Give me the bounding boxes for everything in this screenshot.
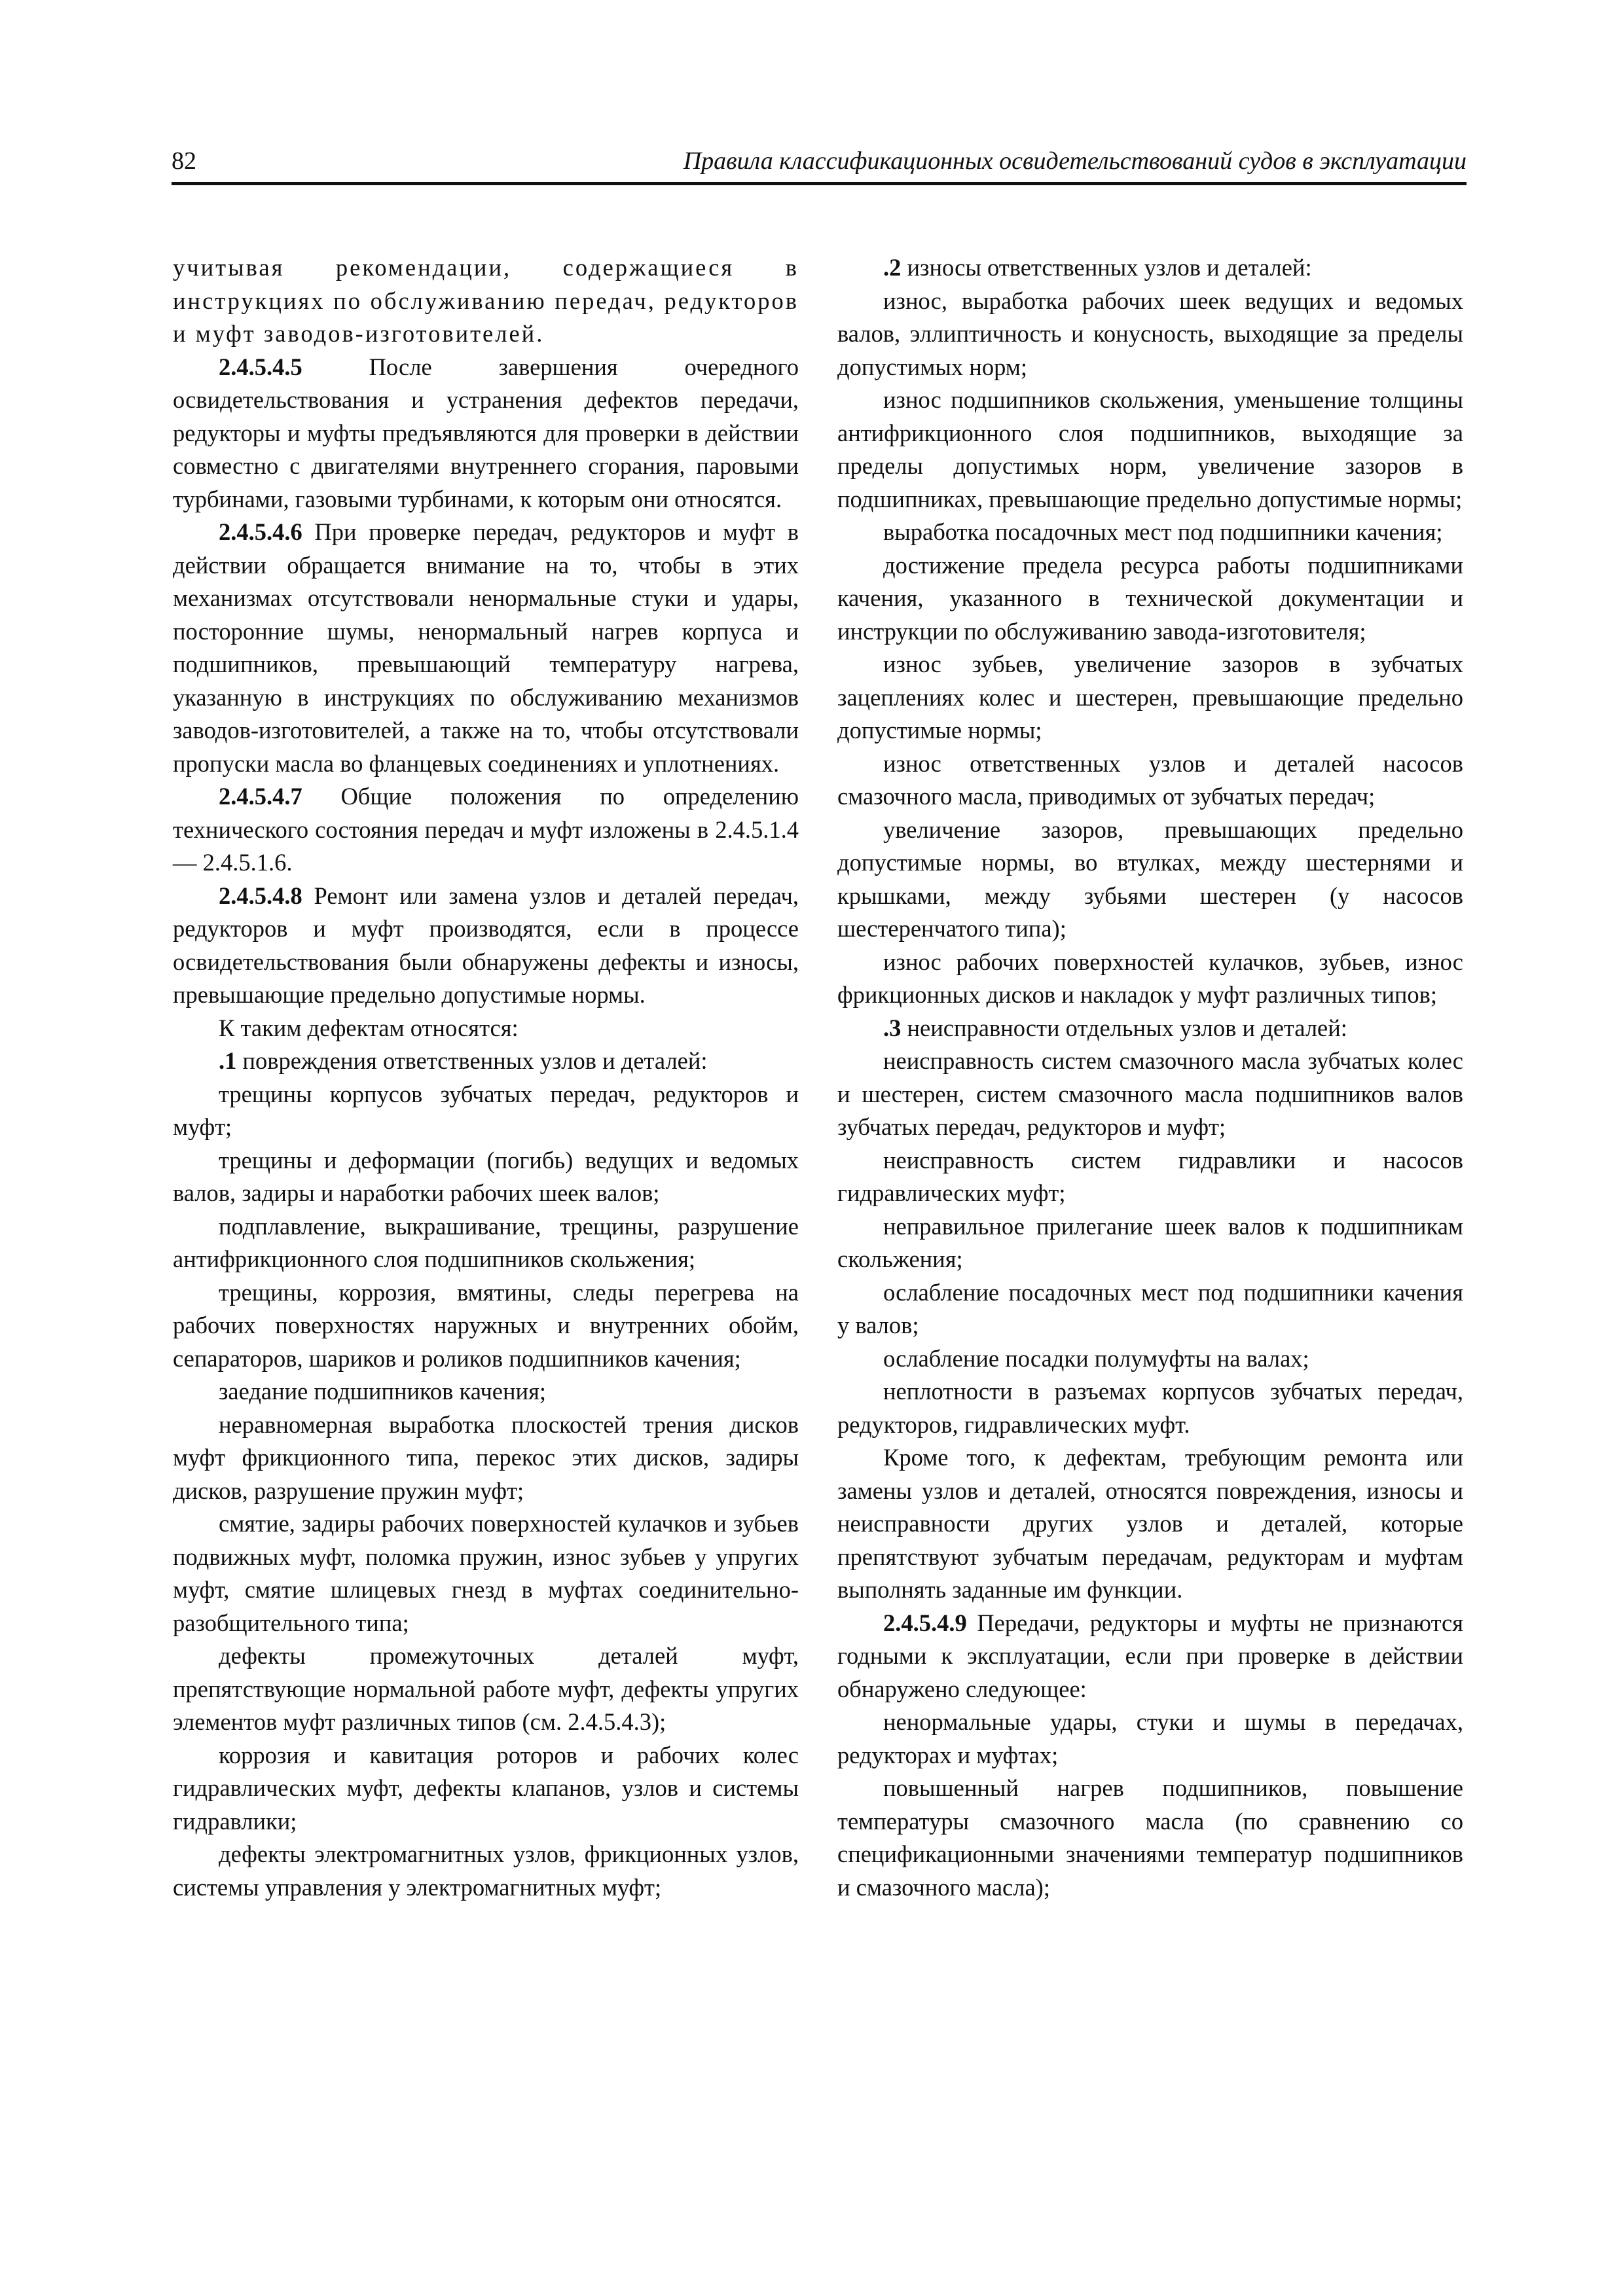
list-heading-3 [837,1012,1463,1045]
clause-text: Общие положения по определению технического состояния передач и муфт изложены в 2.4.5.1.4 — 2.4.5.1.6. [173,783,799,876]
running-title: Правила классификационных освидетельствований судов в эксплуатации [683,147,1467,175]
list-item: коррозия и кавитация роторов и рабочих колес гидравлических муфт, дефекты клапанов, узлов и системы гидравлики; [173,1741,799,1835]
clause-number: 2.4.5.4.5 [219,353,302,380]
clause-2-4-5-4-5 [173,351,799,516]
clause-2-4-5-4-6 [173,516,799,780]
clause-text: Ремонт или замена узлов и деталей передач, редукторов и муфт производятся, если в процессе освидетельствования были обнаружены дефекты и износы, превышающие предельно допустимые нормы. [173,882,799,1008]
list-item: износ ответственных узлов и деталей насосов смазочного масла, приводимых от зубчатых передач; [837,749,1463,810]
clause-number: 2.4.5.4.7 [219,783,302,810]
left-column [173,251,799,1904]
clause-number: 2.4.5.4.8 [219,882,302,909]
paragraph: учитывая рекомендации, содержащиеся в инструкциях по обслуживанию передач, редукторов и муфт заводов-изготовителей. [173,254,799,347]
list-item: дефекты промежуточных деталей муфт, препятствующие нормальной работе муфт, дефекты упругих элементов муфт различных типов (см. 2.4.5.4.3); [173,1642,799,1735]
list-item: подплавление, выкрашивание, трещины, разрушение антифрикционного слоя подшипников скольжения; [173,1212,799,1272]
list-item: неправильное прилегание шеек валов к подшипникам скольжения; [837,1212,1463,1272]
list-item: трещины, коррозия, вмятины, следы перегрева на рабочих поверхностях наружных и внутренних обойм, сепараторов, шариков и роликов подшипников качения; [173,1278,799,1372]
list-item: трещины корпусов зубчатых передач, редукторов и муфт; [173,1080,799,1140]
list-item: ослабление посадочных мест под подшипники качения у валов; [837,1278,1463,1338]
list-heading-1 [173,1045,799,1078]
right-column [837,251,1463,1904]
list-heading-text: износы ответственных узлов и деталей: [901,254,1312,281]
page-number: 82 [172,147,196,175]
list-item: заедание подшипников качения; [219,1378,547,1405]
list-heading-2 [837,251,1463,285]
list-item: износ, выработка рабочих шеек ведущих и ведомых валов, эллиптичность и конусность, выходящие за пределы допустимых норм; [837,287,1463,380]
paragraph: К таким дефектам относятся: [219,1014,519,1041]
list-item: неравномерная выработка плоскостей трения дисков муфт фрикционного типа, перекос этих дисков, задиры дисков, разрушение пружин муфт; [173,1410,799,1504]
list-item: износ подшипников скольжения, уменьшение толщины антифрикционного слоя подшипников, выходящие за пределы допустимых норм, увеличение зазоров в подшипниках, превышающие предельно допустимые нормы; [837,386,1463,512]
clause-2-4-5-4-8 [173,880,799,1012]
list-item: смятие, задиры рабочих поверхностей кулачков и зубьев подвижных муфт, поломка пружин, износ зубьев у упругих муфт, смятие шлицевых гнезд в муфтах соединительно-разобщительного типа; [173,1510,799,1636]
list-item: увеличение зазоров, превышающих предельно допустимые нормы, во втулках, между шестернями и крышками, между зубьями шестерен (у насосов шестеренчатого типа); [837,816,1463,942]
clause-text: Передачи, редукторы и муфты не признаются годными к эксплуатации, если при проверке в действии обнаружено следующее: [837,1609,1463,1702]
list-item: дефекты электромагнитных узлов, фрикционных узлов, системы управления у электромагнитных муфт; [173,1840,799,1901]
clause-text: После завершения очередного освидетельствования и устранения дефектов передачи, редукторы и муфты предъявляются для проверки в действии совместно с двигателями внутреннего сгорания, паровыми турбинами, газовыми турбинами, к которым они относятся. [173,353,799,512]
list-number: .1 [219,1047,237,1074]
list-item: неплотности в разъемах корпусов зубчатых передач, редукторов, гидравлических муфт. [837,1378,1463,1438]
clause-2-4-5-4-9 [837,1607,1463,1706]
list-item: износ рабочих поверхностей кулачков, зубьев, износ фрикционных дисков и накладок у муфт различных типов; [837,948,1463,1008]
list-number: .2 [883,254,902,281]
list-heading-text: неисправности отдельных узлов и деталей: [901,1014,1347,1041]
list-item: неисправность систем смазочного масла зубчатых колес и шестерен, систем смазочного масла подшипников валов зубчатых передач, редукторов и муфт; [837,1047,1463,1140]
list-item: износ зубьев, увеличение зазоров в зубчатых зацеплениях колес и шестерен, превышающие предельно допустимые нормы; [837,651,1463,744]
list-item: ненормальные удары, стуки и шумы в передачах, редукторах и муфтах; [837,1708,1463,1768]
list-item: выработка посадочных мест под подшипники качения; [883,518,1443,545]
clause-number: 2.4.5.4.6 [219,518,302,545]
list-item: ослабление посадки полумуфты на валах; [883,1344,1309,1372]
list-item: повышенный нагрев подшипников, повышение температуры смазочного масла (по сравнению со спецификационными значениями температур подшипников и смазочного масла); [837,1774,1463,1901]
clause-number: 2.4.5.4.9 [883,1609,967,1636]
list-item: неисправность систем гидравлики и насосов гидравлических муфт; [837,1146,1463,1206]
paragraph: Кроме того, к дефектам, требующим ремонта или замены узлов и деталей, относятся повреждения, износы и неисправности других узлов и деталей, которые препятствуют зубчатым передачам, редукторам и муфтам выполнять заданные им функции. [837,1444,1463,1603]
list-item: трещины и деформации (погибь) ведущих и ведомых валов, задиры и наработки рабочих шеек валов; [173,1146,799,1206]
clause-text: При проверке передач, редукторов и муфт в действии обращается внимание на то, чтобы в этих механизмах отсутствовали ненормальные стуки и удары, посторонние шумы, ненормальный нагрев корпуса и подшипников, превышающий температуру нагрева, указанную в инструкциях по обслуживанию механизмов заводов-изготовителей, а также на то, чтобы отсутствовали пропуски масла во фланцевых соединениях и уплотнениях. [173,518,799,777]
list-number: .3 [883,1014,902,1041]
clause-2-4-5-4-7 [173,780,799,880]
page-header [172,145,1467,185]
list-heading-text: повреждения ответственных узлов и деталей: [236,1047,708,1074]
list-item: достижение предела ресурса работы подшипниками качения, указанного в технической документации и инструкции по обслуживанию завода-изготовителя; [837,551,1463,645]
